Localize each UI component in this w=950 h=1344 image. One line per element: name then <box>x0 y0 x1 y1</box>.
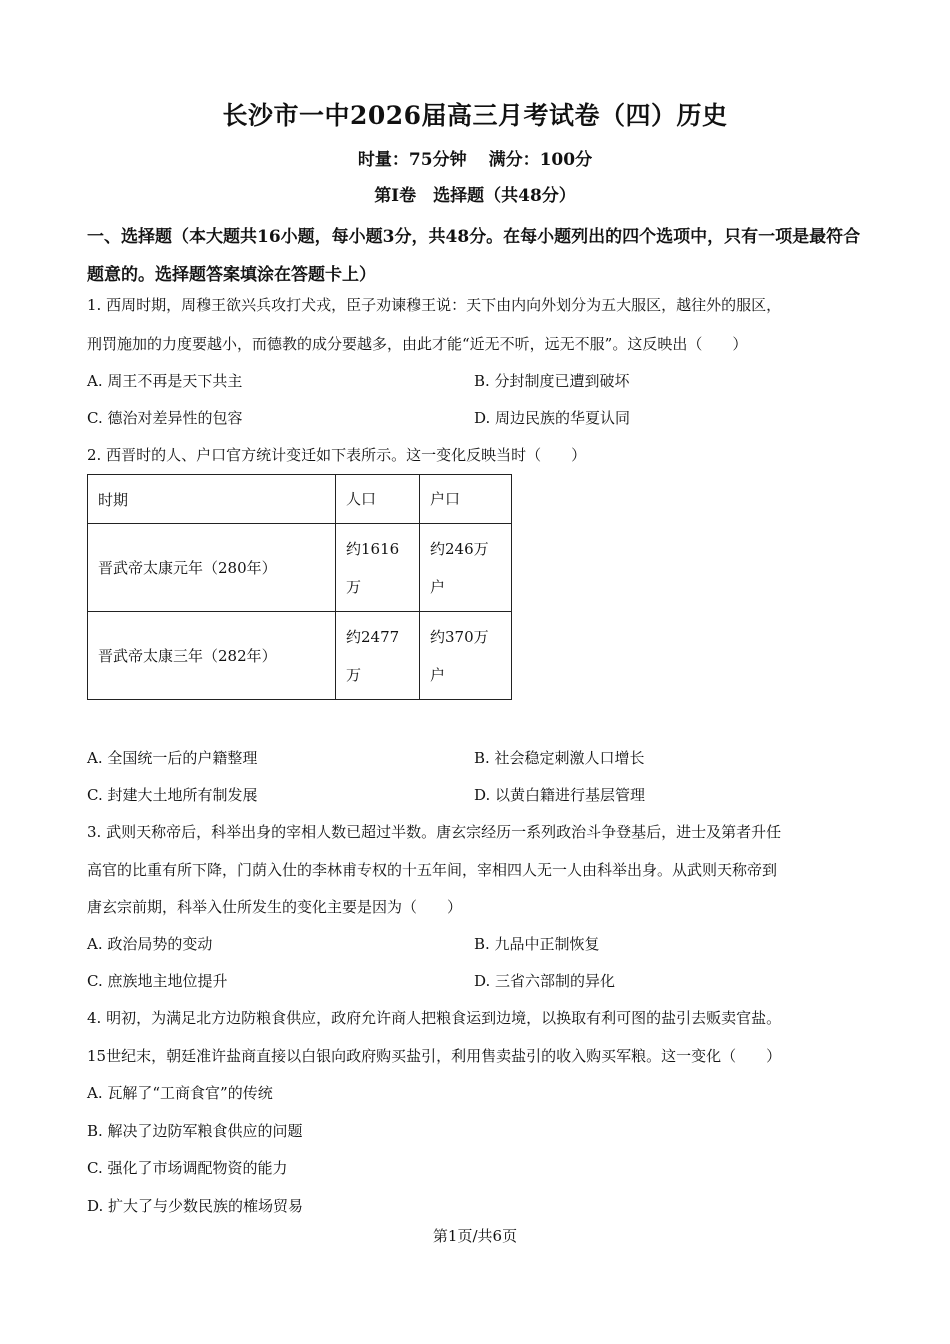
table-cell: 约370万户 <box>420 612 512 700</box>
table-cell: 晋武帝太康元年（280年） <box>88 524 336 612</box>
table-row <box>88 524 512 612</box>
exam-score: 满分：100分 <box>488 150 593 170</box>
exam-info <box>0 145 950 170</box>
exam-title: 长沙市一中2026届高三月考试卷（四）历史 <box>222 101 728 130</box>
table-cell: 约2477万 <box>336 612 420 700</box>
table-header-cell: 户口 <box>420 475 512 524</box>
section-title: 第Ⅰ卷 选择题（共48分） <box>374 186 576 206</box>
q4-option-c: C. 强化了市场调配物资的能力 <box>87 1159 288 1177</box>
q3-option-c: C. 庶族地主地位提升 <box>87 972 228 990</box>
q2-option-c: C. 封建大土地所有制发展 <box>87 786 258 804</box>
q3-line-1: 3. 武则天称帝后，科举出身的宰相人数已超过半数。唐玄宗经历一系列政治斗争登基后，进士及第者升任 <box>87 823 782 841</box>
q1-option-b: B. 分封制度已遭到破坏 <box>474 372 630 390</box>
table-header-row <box>88 475 512 524</box>
q4-option-b: B. 解决了边防军粮食供应的问题 <box>87 1122 303 1140</box>
q4-line-1: 4. 明初，为满足北方边防粮食供应，政府允许商人把粮食运到边境，以换取有利可图的盐引去贩卖官盐。 <box>87 1009 782 1027</box>
table-cell: 约246万户 <box>420 524 512 612</box>
q3-line-3: 唐玄宗前期，科举入仕所发生的变化主要是因为（ ） <box>87 898 463 916</box>
q3-line-2: 高官的比重有所下降，门荫入仕的李林甫专权的十五年间，宰相四人无一人由科举出身。从武则天称帝到 <box>87 861 778 879</box>
part-heading: 一、选择题（本大题共16小题，每小题3分，共48分。在每小题列出的四个选项中，只有一项是最符合题意的。选择题答案填涂在答题卡上） <box>87 227 861 285</box>
q1-option-d: D. 周边民族的华夏认同 <box>474 409 631 427</box>
q1-option-c: C. 德治对差异性的包容 <box>87 409 243 427</box>
table-cell: 约1616万 <box>336 524 420 612</box>
q2-option-a: A. 全国统一后的户籍整理 <box>87 749 258 767</box>
table-header-cell: 时期 <box>88 475 336 524</box>
exam-time: 时量：75分钟 <box>357 150 467 170</box>
population-table <box>87 474 512 700</box>
table-header-cell: 人口 <box>336 475 420 524</box>
q4-option-d: D. 扩大了与少数民族的榷场贸易 <box>87 1197 304 1215</box>
q4-line-2: 15世纪末，朝廷准许盐商直接以白银向政府购买盐引，利用售卖盐引的收入购买军粮。这一变化（ ） <box>87 1047 782 1065</box>
q2-option-b: B. 社会稳定刺激人口增长 <box>474 749 645 767</box>
q1-line-1: 1. 西周时期，周穆王欲兴兵攻打犬戎，臣子劝谏穆王说：天下由内向外划分为五大服区，越往外的服区， <box>87 296 782 314</box>
table-cell: 晋武帝太康三年（282年） <box>88 612 336 700</box>
q4-option-a: A. 瓦解了“工商食官”的传统 <box>87 1084 273 1102</box>
q2-line-1: 2. 西晋时的人、户口官方统计变迁如下表所示。这一变化反映当时（ ） <box>87 446 587 464</box>
q3-option-b: B. 九品中正制恢复 <box>474 935 600 953</box>
page-number: 第1页/共6页 <box>432 1227 518 1245</box>
q1-option-a: A. 周王不再是天下共主 <box>87 372 243 390</box>
q3-option-d: D. 三省六部制的异化 <box>474 972 616 990</box>
q2-option-d: D. 以黄白籍进行基层管理 <box>474 786 646 804</box>
q3-option-a: A. 政治局势的变动 <box>87 935 213 953</box>
q1-line-2: 刑罚施加的力度要越小，而德教的成分要越多，由此才能“近无不听，远无不服”。这反映出（ ） <box>87 335 748 353</box>
table-row <box>88 612 512 700</box>
